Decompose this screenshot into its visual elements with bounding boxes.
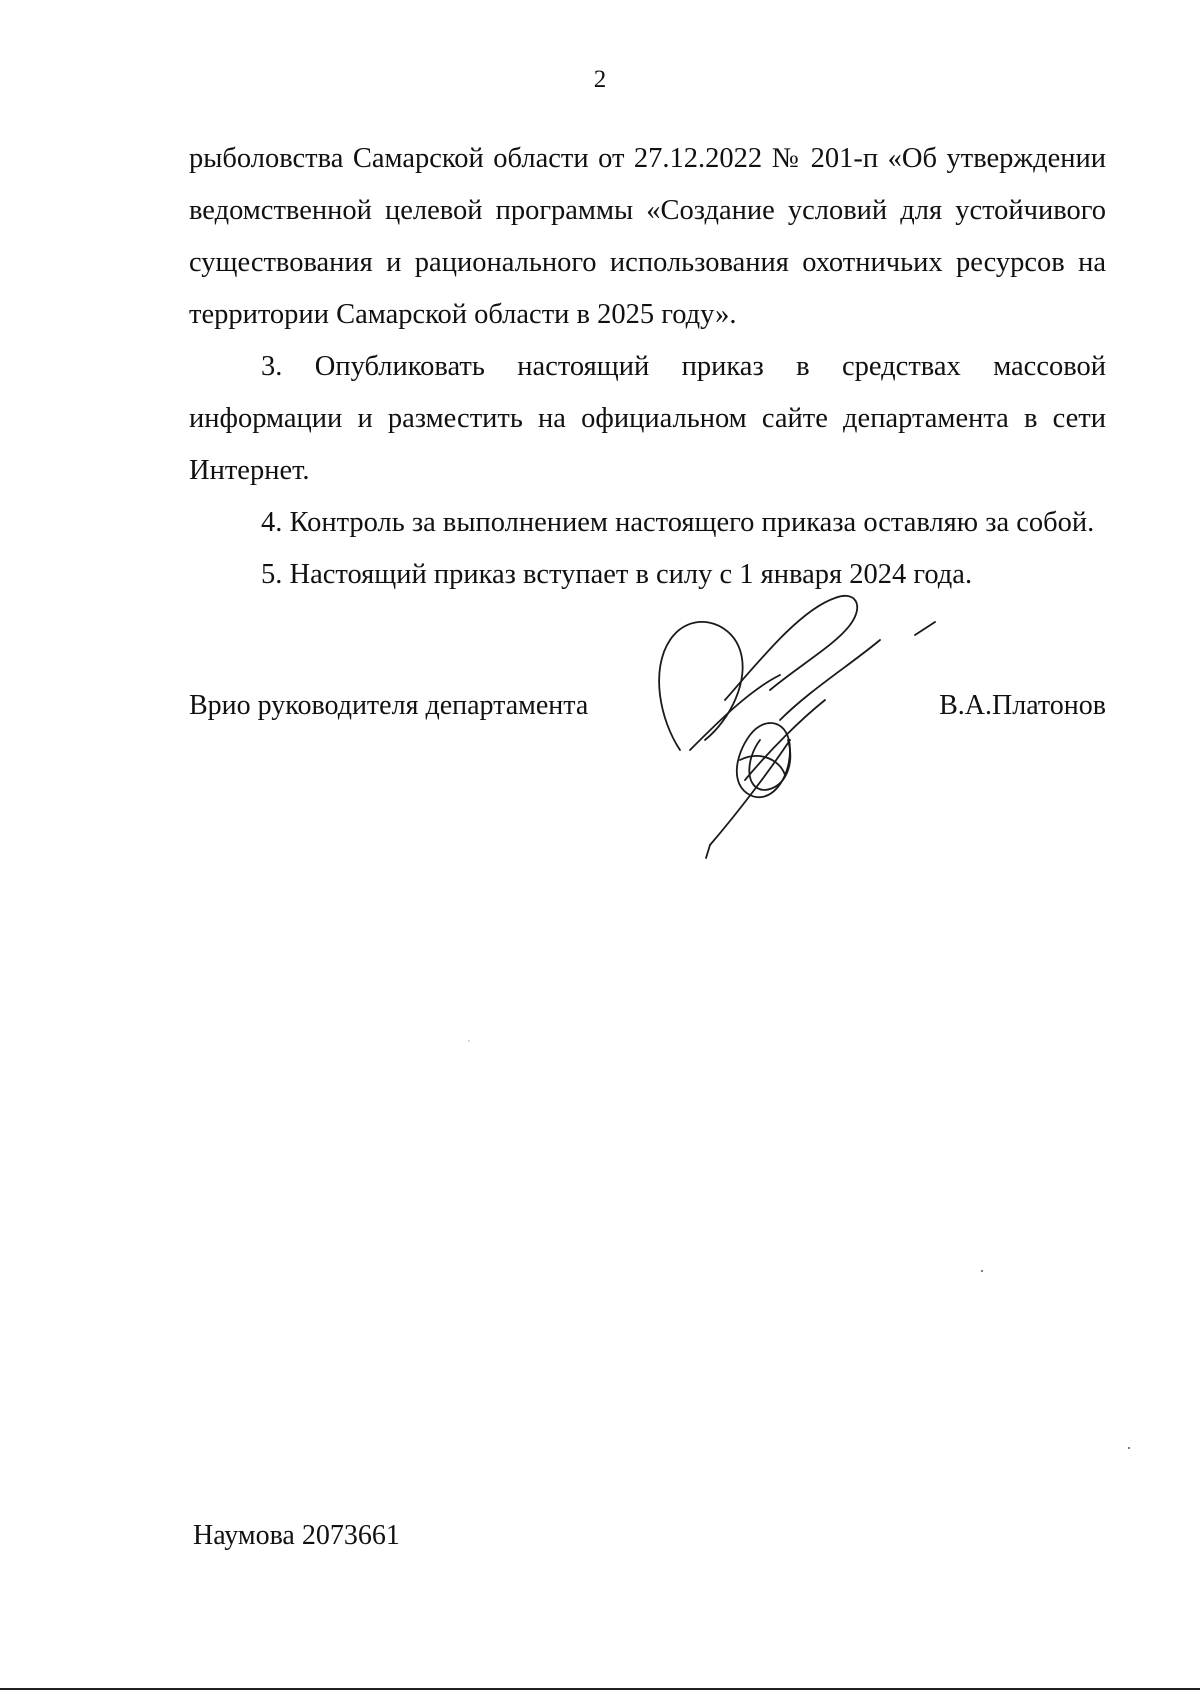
list-item-4: 4. Контроль за выполнением настоящего приказа оставляю за собой. bbox=[261, 507, 1095, 538]
list-item-5: 5. Настоящий приказ вступает в силу с 1 января 2024 года. bbox=[261, 559, 973, 590]
signer-position: Врио руководителя департамента bbox=[189, 690, 589, 721]
handwritten-signature bbox=[650, 590, 980, 860]
page-number: 2 bbox=[593, 66, 607, 93]
executor-contact: Наумова 2073661 bbox=[193, 1520, 400, 1551]
signer-name: В.А.Платонов bbox=[939, 690, 1106, 721]
scan-speck bbox=[1128, 1447, 1130, 1449]
list-item-3: 3. Опубликовать настоящий приказ в средствах массовой информации и разместить на официальном сайте департамента в сети Интернет. bbox=[189, 351, 1106, 486]
scan-speck bbox=[981, 1270, 983, 1272]
bottom-rule bbox=[0, 1688, 1200, 1690]
document-body bbox=[189, 133, 1106, 601]
scan-speck bbox=[468, 1040, 470, 1042]
paragraph-continuation: рыболовства Самарской области от 27.12.2022 № 201-п «Об утверждении ведомственной целевой программы «Создание условий для устойчивого существования и рационального использования охотничьих ресурсов на территории Самарской области в 2025 году». bbox=[189, 143, 1106, 330]
